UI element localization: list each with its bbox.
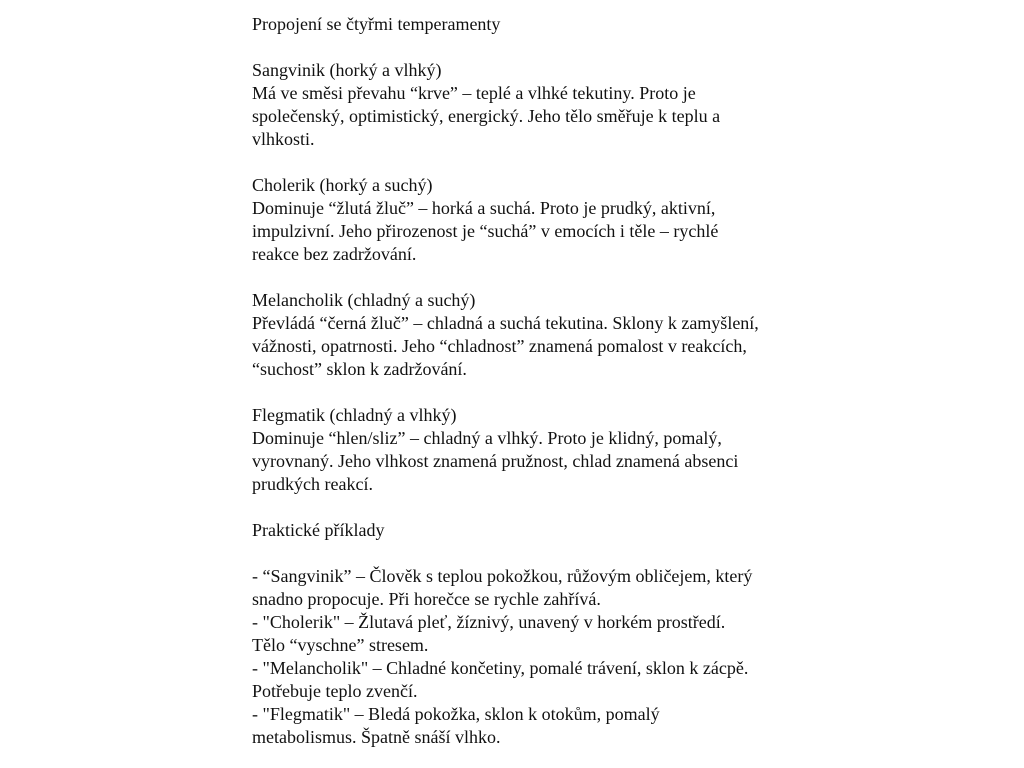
section-heading: Cholerik (horký a suchý) <box>252 175 433 195</box>
spacer <box>252 266 759 289</box>
section-heading: Sangvinik (horký a vlhký) <box>252 60 442 80</box>
example-item-cont: snadno propocuje. Při horečce se rychle zahřívá. <box>252 589 601 609</box>
section-melancholik <box>252 289 759 381</box>
example-item: - "Cholerik" – Žlutavá pleť, žíznivý, unavený v horkém prostředí. <box>252 612 726 632</box>
section-text: prudkých reakcí. <box>252 474 373 494</box>
example-item: - "Flegmatik" – Bledá pokožka, sklon k otokům, pomalý <box>252 704 660 724</box>
section-text: vlhkosti. <box>252 129 315 149</box>
example-item-cont: Potřebuje teplo zvenčí. <box>252 681 418 701</box>
document-title: Propojení se čtyřmi temperamenty <box>252 14 501 34</box>
section-text: Dominuje “žlutá žluč” – horká a suchá. Proto je prudký, aktivní, <box>252 198 716 218</box>
spacer <box>252 151 759 174</box>
section-sangvinik <box>252 59 759 151</box>
example-item: - “Sangvinik” – Člověk s teplou pokožkou, růžovým obličejem, který <box>252 566 753 586</box>
document-body <box>252 13 759 749</box>
spacer <box>252 381 759 404</box>
example-item: - "Melancholik" – Chladné končetiny, pomalé trávení, sklon k zácpě. <box>252 658 749 678</box>
examples-heading: Praktické příklady <box>252 520 385 540</box>
spacer <box>252 542 759 565</box>
section-text: reakce bez zadržování. <box>252 244 417 264</box>
spacer <box>252 496 759 519</box>
section-cholerik <box>252 174 759 266</box>
spacer <box>252 36 759 59</box>
section-text: “suchost” sklon k zadržování. <box>252 359 467 379</box>
section-heading: Melancholik (chladný a suchý) <box>252 290 476 310</box>
section-text: impulzivní. Jeho přirozenost je “suchá” v emocích i těle – rychlé <box>252 221 719 241</box>
section-text: společenský, optimistický, energický. Jeho tělo směřuje k teplu a <box>252 106 721 126</box>
section-heading: Flegmatik (chladný a vlhký) <box>252 405 457 425</box>
section-text: Má ve směsi převahu “krve” – teplé a vlhké tekutiny. Proto je <box>252 83 696 103</box>
example-item-cont: Tělo “vyschne” stresem. <box>252 635 429 655</box>
section-text: vyrovnaný. Jeho vlhkost znamená pružnost, chlad znamená absenci <box>252 451 739 471</box>
example-item-cont: metabolismus. Špatně snáší vlhko. <box>252 727 501 747</box>
section-text: vážnosti, opatrnosti. Jeho “chladnost” znamená pomalost v reakcích, <box>252 336 747 356</box>
section-text: Dominuje “hlen/sliz” – chladný a vlhký. Proto je klidný, pomalý, <box>252 428 722 448</box>
section-text: Převládá “černá žluč” – chladná a suchá tekutina. Sklony k zamyšlení, <box>252 313 759 333</box>
section-flegmatik <box>252 404 759 496</box>
examples-list <box>252 565 759 749</box>
